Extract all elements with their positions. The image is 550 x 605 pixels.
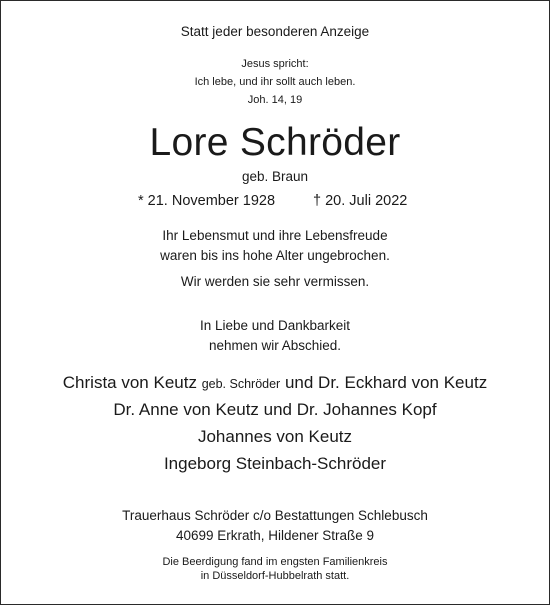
bible-verse-intro: Jesus spricht: bbox=[241, 58, 309, 70]
quote-line-3: Wir werden sie sehr vermissen. bbox=[180, 274, 370, 289]
mourner-row-3: Johannes von Keutz bbox=[197, 427, 353, 446]
notice-header: Statt jeder besonderen Anzeige bbox=[180, 24, 370, 39]
birth-date: * 21. November 1928 bbox=[138, 193, 276, 209]
bible-verse-reference: Joh. 14, 19 bbox=[247, 94, 303, 106]
mourner-partner: und Dr. Eckhard von Keutz bbox=[284, 373, 488, 392]
burial-note-line-1: Die Beerdigung fand im engsten Familienkreis bbox=[162, 556, 388, 568]
burial-note-line-2: in Düsseldorf-Hubbelrath statt. bbox=[200, 570, 350, 582]
address-line-1: Trauerhaus Schröder c/o Bestattungen Schlebusch bbox=[122, 508, 428, 523]
mourner-born-name: geb. Schröder bbox=[201, 377, 281, 391]
deceased-born-name: geb. Braun bbox=[241, 169, 309, 184]
mourner-row-4: Ingeborg Steinbach-Schröder bbox=[163, 454, 387, 473]
bible-verse-text: Ich lebe, und ihr sollt auch leben. bbox=[194, 76, 356, 88]
quote-line-1: Ihr Lebensmut und ihre Lebensfreude bbox=[162, 228, 388, 243]
farewell-line-1: In Liebe und Dankbarkeit bbox=[199, 318, 351, 333]
farewell-line-2: nehmen wir Abschied. bbox=[208, 338, 342, 353]
quote-line-2: waren bis ins hohe Alter ungebrochen. bbox=[160, 248, 390, 263]
mourner-name: Christa von Keutz bbox=[62, 373, 197, 392]
address-line-2: 40699 Erkrath, Hildener Straße 9 bbox=[175, 528, 375, 543]
mourner-row-2: Dr. Anne von Keutz und Dr. Johannes Kopf bbox=[113, 400, 437, 419]
death-date: † 20. Juli 2022 bbox=[313, 193, 408, 209]
deceased-name: Lore Schröder bbox=[149, 121, 401, 164]
mourner-row-1 bbox=[0, 373, 550, 393]
